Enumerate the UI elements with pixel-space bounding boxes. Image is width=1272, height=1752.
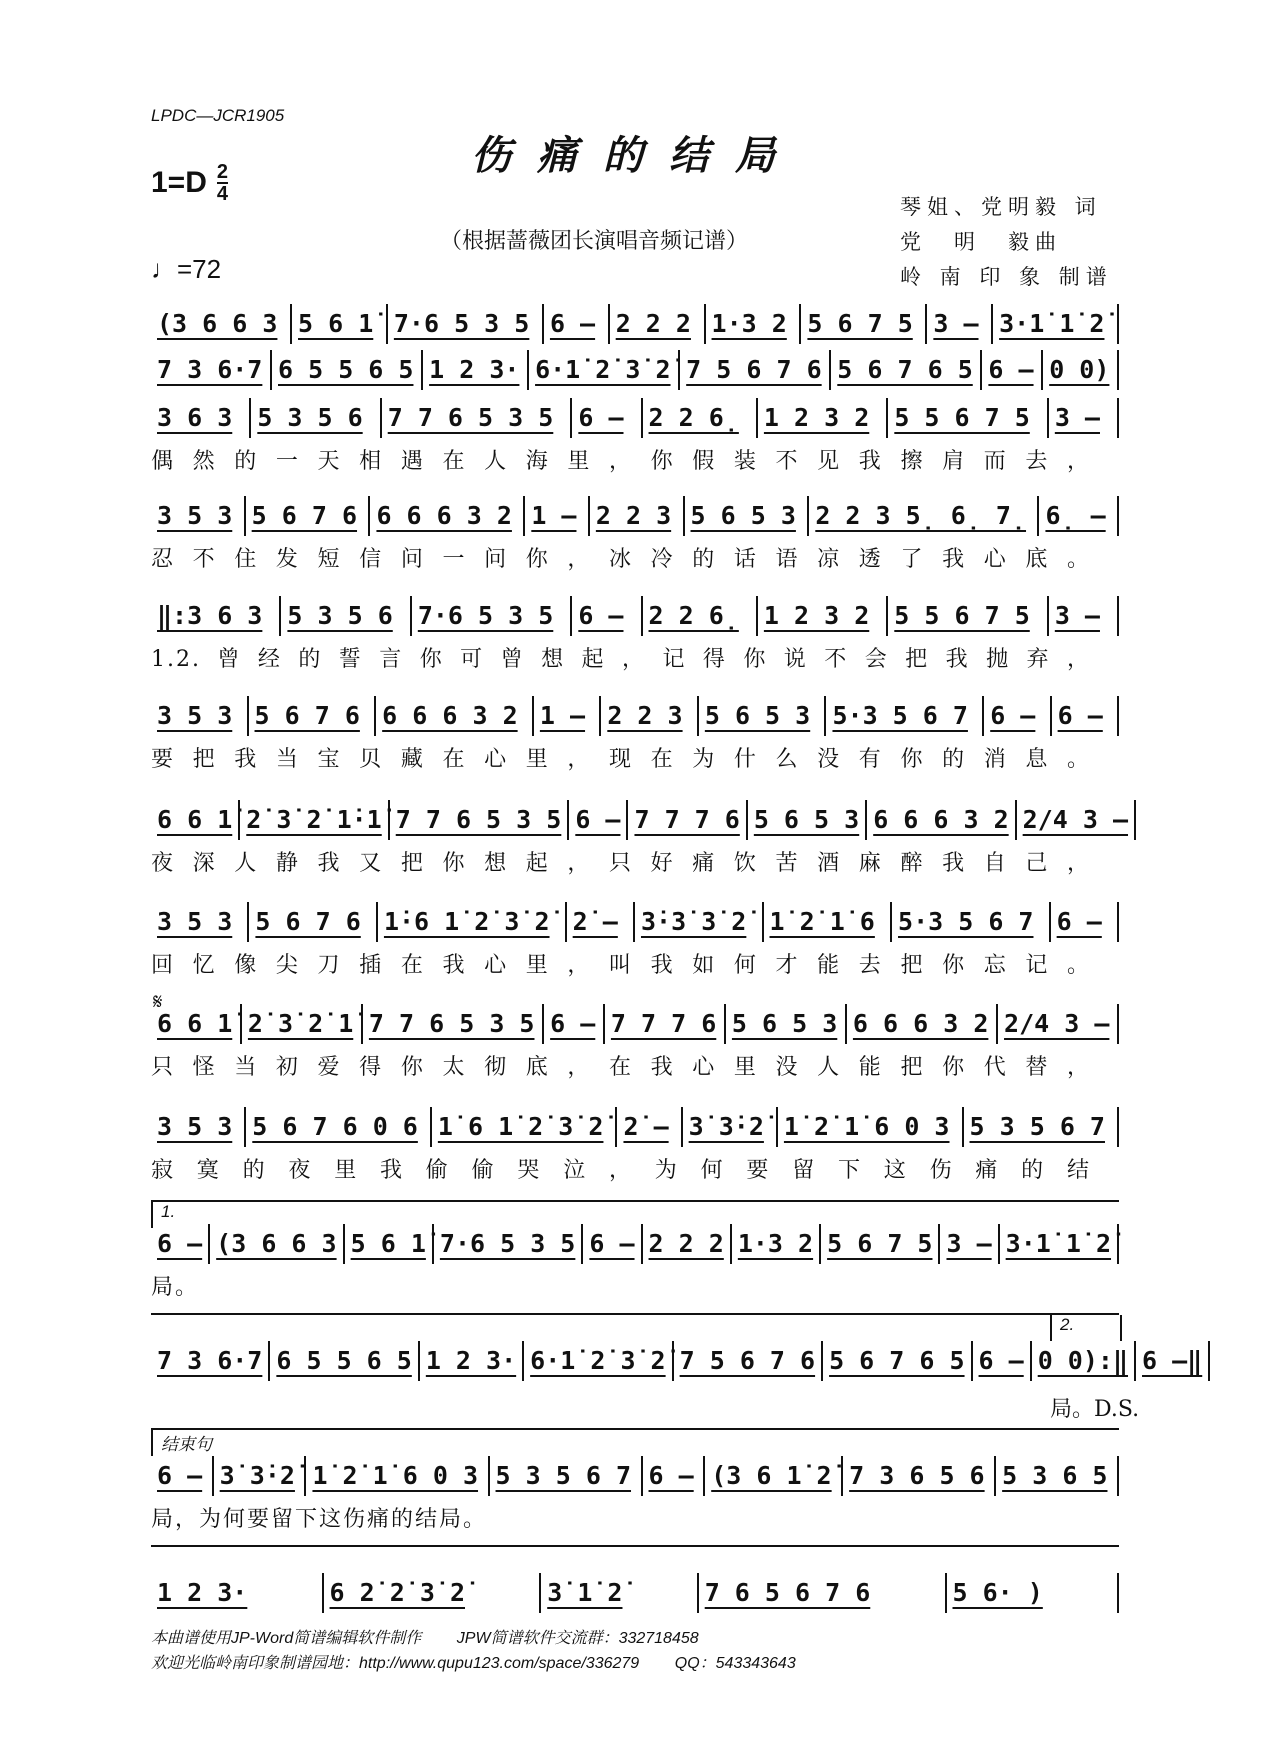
- score-row: [151, 1339, 1203, 1383]
- measure: 6 6 6 3 2: [370, 496, 525, 536]
- measure: 5 3 5 6 7: [490, 1456, 643, 1496]
- volta-line-1: [151, 1200, 1119, 1202]
- measure: 5 6 5 3: [685, 496, 810, 536]
- divider-line: [151, 1313, 1119, 1315]
- measure: 7·6 5 3 5: [388, 304, 544, 344]
- score-row: [151, 348, 1119, 392]
- measure: 3 5 3: [151, 1107, 246, 1147]
- measure: 7 3 6·7: [151, 350, 272, 390]
- measure: 5·3 5 6 7: [826, 696, 984, 736]
- measure: 2 2 3: [601, 696, 699, 736]
- measure: 2 2 3 5̣ 6̣ 7̣: [809, 496, 1039, 536]
- segno-icon: 𝄋: [153, 990, 163, 1015]
- lyric-line: 偶然的一天相遇在人海里，你假装不见我擦肩而去，: [151, 449, 1091, 474]
- lyric-line: 夜深人静我又把你想起，只好痛饮苦酒麻醉我自己，: [151, 851, 1091, 876]
- volta-1: 1.: [151, 1202, 175, 1228]
- measure: 6·1̇ 2̇ 3̇ 2̇: [524, 1341, 673, 1381]
- measure: 2̇ 3̇ 2̇ 1̇: [242, 1004, 363, 1044]
- lyric-line: 局，为何要留下这伤痛的结局。: [151, 1507, 488, 1532]
- measure: 5 6 1̇: [292, 304, 388, 344]
- measure: ‖:3 6 3: [151, 596, 281, 636]
- score-row: [151, 900, 1119, 944]
- measure: 0 0):‖: [1032, 1341, 1136, 1381]
- measure: 2 2 3: [590, 496, 685, 536]
- measure: 5 5 6 7 5: [888, 398, 1049, 438]
- measure: 1 2 3 2: [758, 596, 888, 636]
- measure: 5 3 5 6: [251, 398, 381, 438]
- measure: 0 0): [1043, 350, 1119, 390]
- credits: [900, 190, 1113, 295]
- measure: 6 2̇ 2̇ 3̇ 2̇: [324, 1573, 542, 1613]
- measure: 6 6 1̇: [151, 800, 240, 840]
- measure: 6 6 1̇: [151, 1004, 242, 1044]
- measure: 7 5 6 7 6: [680, 350, 831, 390]
- measure: 3·1̇ 1̇ 2̇: [1000, 1224, 1119, 1264]
- measure: 2̇ –: [617, 1107, 682, 1147]
- lyricist: 琴姐、党明毅 词: [900, 195, 1102, 219]
- measure: 5 6 5 3: [726, 1004, 847, 1044]
- measure: 1 2 3·: [151, 1573, 324, 1613]
- score-row: [151, 1454, 1119, 1498]
- measure: 7 6 5 6 7 6: [699, 1573, 947, 1613]
- measure: 5 6 5 3: [748, 800, 867, 840]
- key-signature: [151, 162, 228, 204]
- measure: 6 –‖: [1136, 1341, 1210, 1381]
- lyric-line: 只怪当初爱得你太彻底，在我心里没人能把你代替，: [151, 1055, 1091, 1080]
- measure: 6 6 6 3 2: [847, 1004, 998, 1044]
- song-title: 伤痛的结局: [471, 132, 801, 179]
- measure: 6 5 5 6 5: [270, 1341, 419, 1381]
- time-signature: [217, 162, 228, 204]
- measure: 6·1̇ 2̇ 3̇ 2̇: [529, 350, 680, 390]
- measure: 7 7 7 6: [605, 1004, 726, 1044]
- lyric-line: 回忆像尖刀插在我心里，叫我如何才能去把你忘记。: [151, 953, 1091, 978]
- measure: 6 –: [151, 1456, 214, 1496]
- measure: 6 –: [151, 1224, 210, 1264]
- measure: 6 –: [982, 350, 1043, 390]
- measure: 6 5 5 6 5: [272, 350, 423, 390]
- measure: 3 –: [927, 304, 993, 344]
- measure: 6 –: [544, 304, 610, 344]
- score-row: [151, 302, 1119, 346]
- score-code: LPDC—JCR1905: [151, 106, 285, 125]
- score-row: [151, 494, 1119, 538]
- measure: 3 6 3: [151, 398, 251, 438]
- footer-line-1: 本曲谱使用JP-Word简谱编辑软件制作 JPW简谱软件交流群：332718458: [151, 1630, 699, 1647]
- measure: 2̇ –: [567, 902, 635, 942]
- score-row: [151, 798, 1129, 842]
- time-numerator: 2: [216, 161, 228, 183]
- measure: 5 6 7 5: [801, 304, 927, 344]
- measure: 5·3 5 6 7: [892, 902, 1051, 942]
- footer-line-2: 欢迎光临岭南印象制谱园地：http://www.qupu123.com/space/336279 QQ：543343643: [151, 1655, 796, 1672]
- measure: 5 3 5 6 7: [964, 1107, 1119, 1147]
- score-row: [151, 1571, 1119, 1615]
- measure: 1̇·6 1̇ 2̇ 3̇ 2̇: [378, 902, 567, 942]
- score-row: [151, 1002, 1119, 1046]
- measure: 3 –: [1049, 398, 1119, 438]
- measure: (3 6 6 3: [151, 304, 292, 344]
- measure: 6 –: [569, 800, 628, 840]
- measure: 6 –: [984, 696, 1051, 736]
- measure: 2 2 2: [643, 1224, 732, 1264]
- measure: 1 2 3·: [420, 1341, 524, 1381]
- measure: 3̇·3̇ 3̇ 2̇: [635, 902, 764, 942]
- measure: 6 –: [572, 596, 642, 636]
- measure: 1̇ 2̇ 1̇ 6: [764, 902, 893, 942]
- measure: 6 –: [643, 1456, 706, 1496]
- score-row: [151, 396, 1119, 440]
- measure: 5 6 7 6 5: [823, 1341, 972, 1381]
- measure: (3 6 1̇ 2̇: [705, 1456, 843, 1496]
- composer: 党 明 毅曲: [900, 230, 1062, 254]
- lyric-line: 要把我当宝贝藏在心里，现在为什么没有你的消息。: [151, 747, 1091, 772]
- measure: 1 –: [525, 496, 590, 536]
- measure: 1 2 3 2: [758, 398, 888, 438]
- measure: 7 3 6 5 6: [843, 1456, 996, 1496]
- measure: 7·6 5 3 5: [434, 1224, 583, 1264]
- measure: 1 2 3·: [423, 350, 529, 390]
- measure: 3 5 3: [151, 496, 246, 536]
- measure: 7 3 6·7: [151, 1341, 270, 1381]
- measure: 6 6 6 3 2: [867, 800, 1016, 840]
- measure: 2/4 3 –: [1017, 800, 1136, 840]
- measure: 7 7 6 5 3 5: [390, 800, 570, 840]
- measure: 1̇ 6 1̇ 2̇ 3̇ 2̇: [432, 1107, 618, 1147]
- measure: 2̇ 3̇ 2̇ 1̇·1̇: [240, 800, 389, 840]
- measure: 6 6 6 3 2: [376, 696, 534, 736]
- score-row: [151, 1222, 1119, 1266]
- subtitle: （根据蔷薇团长演唱音频记谱）: [440, 229, 749, 254]
- measure: 6̣ –: [1039, 496, 1119, 536]
- measure: 1·3 2: [732, 1224, 821, 1264]
- measure: 3̇ 3̇·2̇: [683, 1107, 778, 1147]
- measure: 5 6 7 6: [249, 902, 378, 942]
- measure: 7 5 6 7 6: [674, 1341, 823, 1381]
- measure: 5 6· ): [947, 1573, 1120, 1613]
- ending-line: [151, 1428, 1119, 1430]
- measure: 7 7 6 5 3 5: [363, 1004, 544, 1044]
- lyric-line: 局。: [151, 1275, 200, 1300]
- measure: 2 2 6̣: [643, 398, 758, 438]
- measure: 5 3 6 5: [996, 1456, 1119, 1496]
- measure: 2/4 3 –: [998, 1004, 1119, 1044]
- measure: 2 2 2: [610, 304, 706, 344]
- measure: 3̇ 1̇ 2̇: [541, 1573, 698, 1613]
- score-row: [151, 694, 1119, 738]
- key-label: 1=D: [151, 166, 207, 199]
- measure: 3·1̇ 1̇ 2̇: [993, 304, 1119, 344]
- measure: 1 –: [534, 696, 601, 736]
- measure: 1̇ 2̇ 1̇ 6 0 3: [778, 1107, 964, 1147]
- measure: 3 –: [940, 1224, 999, 1264]
- measure: 6 –: [973, 1341, 1032, 1381]
- measure: 7 7 7 6: [628, 800, 747, 840]
- measure: 5 3 5 6: [281, 596, 411, 636]
- measure: 5 6 5 3: [699, 696, 827, 736]
- lyric-line: 寂寞的夜里我偷偷哭泣，为何要留下这伤痛的结: [151, 1158, 1091, 1183]
- volta-2: 2.: [1050, 1315, 1122, 1341]
- score-row: [151, 1105, 1119, 1149]
- lyric-line: 忍不住发短信问一问你，冰冷的话语凉透了我心底。: [151, 547, 1091, 572]
- measure: 5 6 7 5: [821, 1224, 940, 1264]
- measure: 7·6 5 3 5: [412, 596, 573, 636]
- measure: 5 6 7 6: [249, 696, 377, 736]
- measure: 3 5 3: [151, 902, 249, 942]
- measure: 5 6 7 6: [246, 496, 371, 536]
- final-line: [151, 1545, 1119, 1547]
- measure: 5 6 1̇: [345, 1224, 434, 1264]
- measure: 6 –: [1052, 696, 1119, 736]
- lyric-line: 1.2.曾经的誓言你可曾想起，记得你说不会把我抛弃，: [151, 647, 1091, 672]
- time-denominator: 4: [216, 183, 228, 205]
- score-row: [151, 594, 1119, 638]
- measure: 3̇ 3̇·2̇: [214, 1456, 307, 1496]
- ending-label: 结束句: [151, 1430, 212, 1456]
- measure: 6 –: [544, 1004, 605, 1044]
- measure: 1̇ 2̇ 1̇ 6 0 3: [306, 1456, 489, 1496]
- measure: 7 7 6 5 3 5: [382, 398, 573, 438]
- measure: 5 6 7 6 0 6: [246, 1107, 432, 1147]
- measure: (3 6 6 3: [210, 1224, 344, 1264]
- ds-lyric: 局。D.S.: [1050, 1397, 1140, 1422]
- measure: 3 –: [1049, 596, 1119, 636]
- measure: 6 –: [572, 398, 642, 438]
- measure: 2 2 6̣: [643, 596, 758, 636]
- tempo-marking: ♩=72: [151, 254, 222, 284]
- measure: 3 5 3: [151, 696, 249, 736]
- measure: 1·3 2: [706, 304, 802, 344]
- measure: 5 6 7 6 5: [831, 350, 982, 390]
- measure: 5 5 6 7 5: [888, 596, 1049, 636]
- measure: 6 –: [1051, 902, 1119, 942]
- arranger: 岭 南 印 象 制谱: [900, 265, 1113, 289]
- measure: 6 –: [583, 1224, 642, 1264]
